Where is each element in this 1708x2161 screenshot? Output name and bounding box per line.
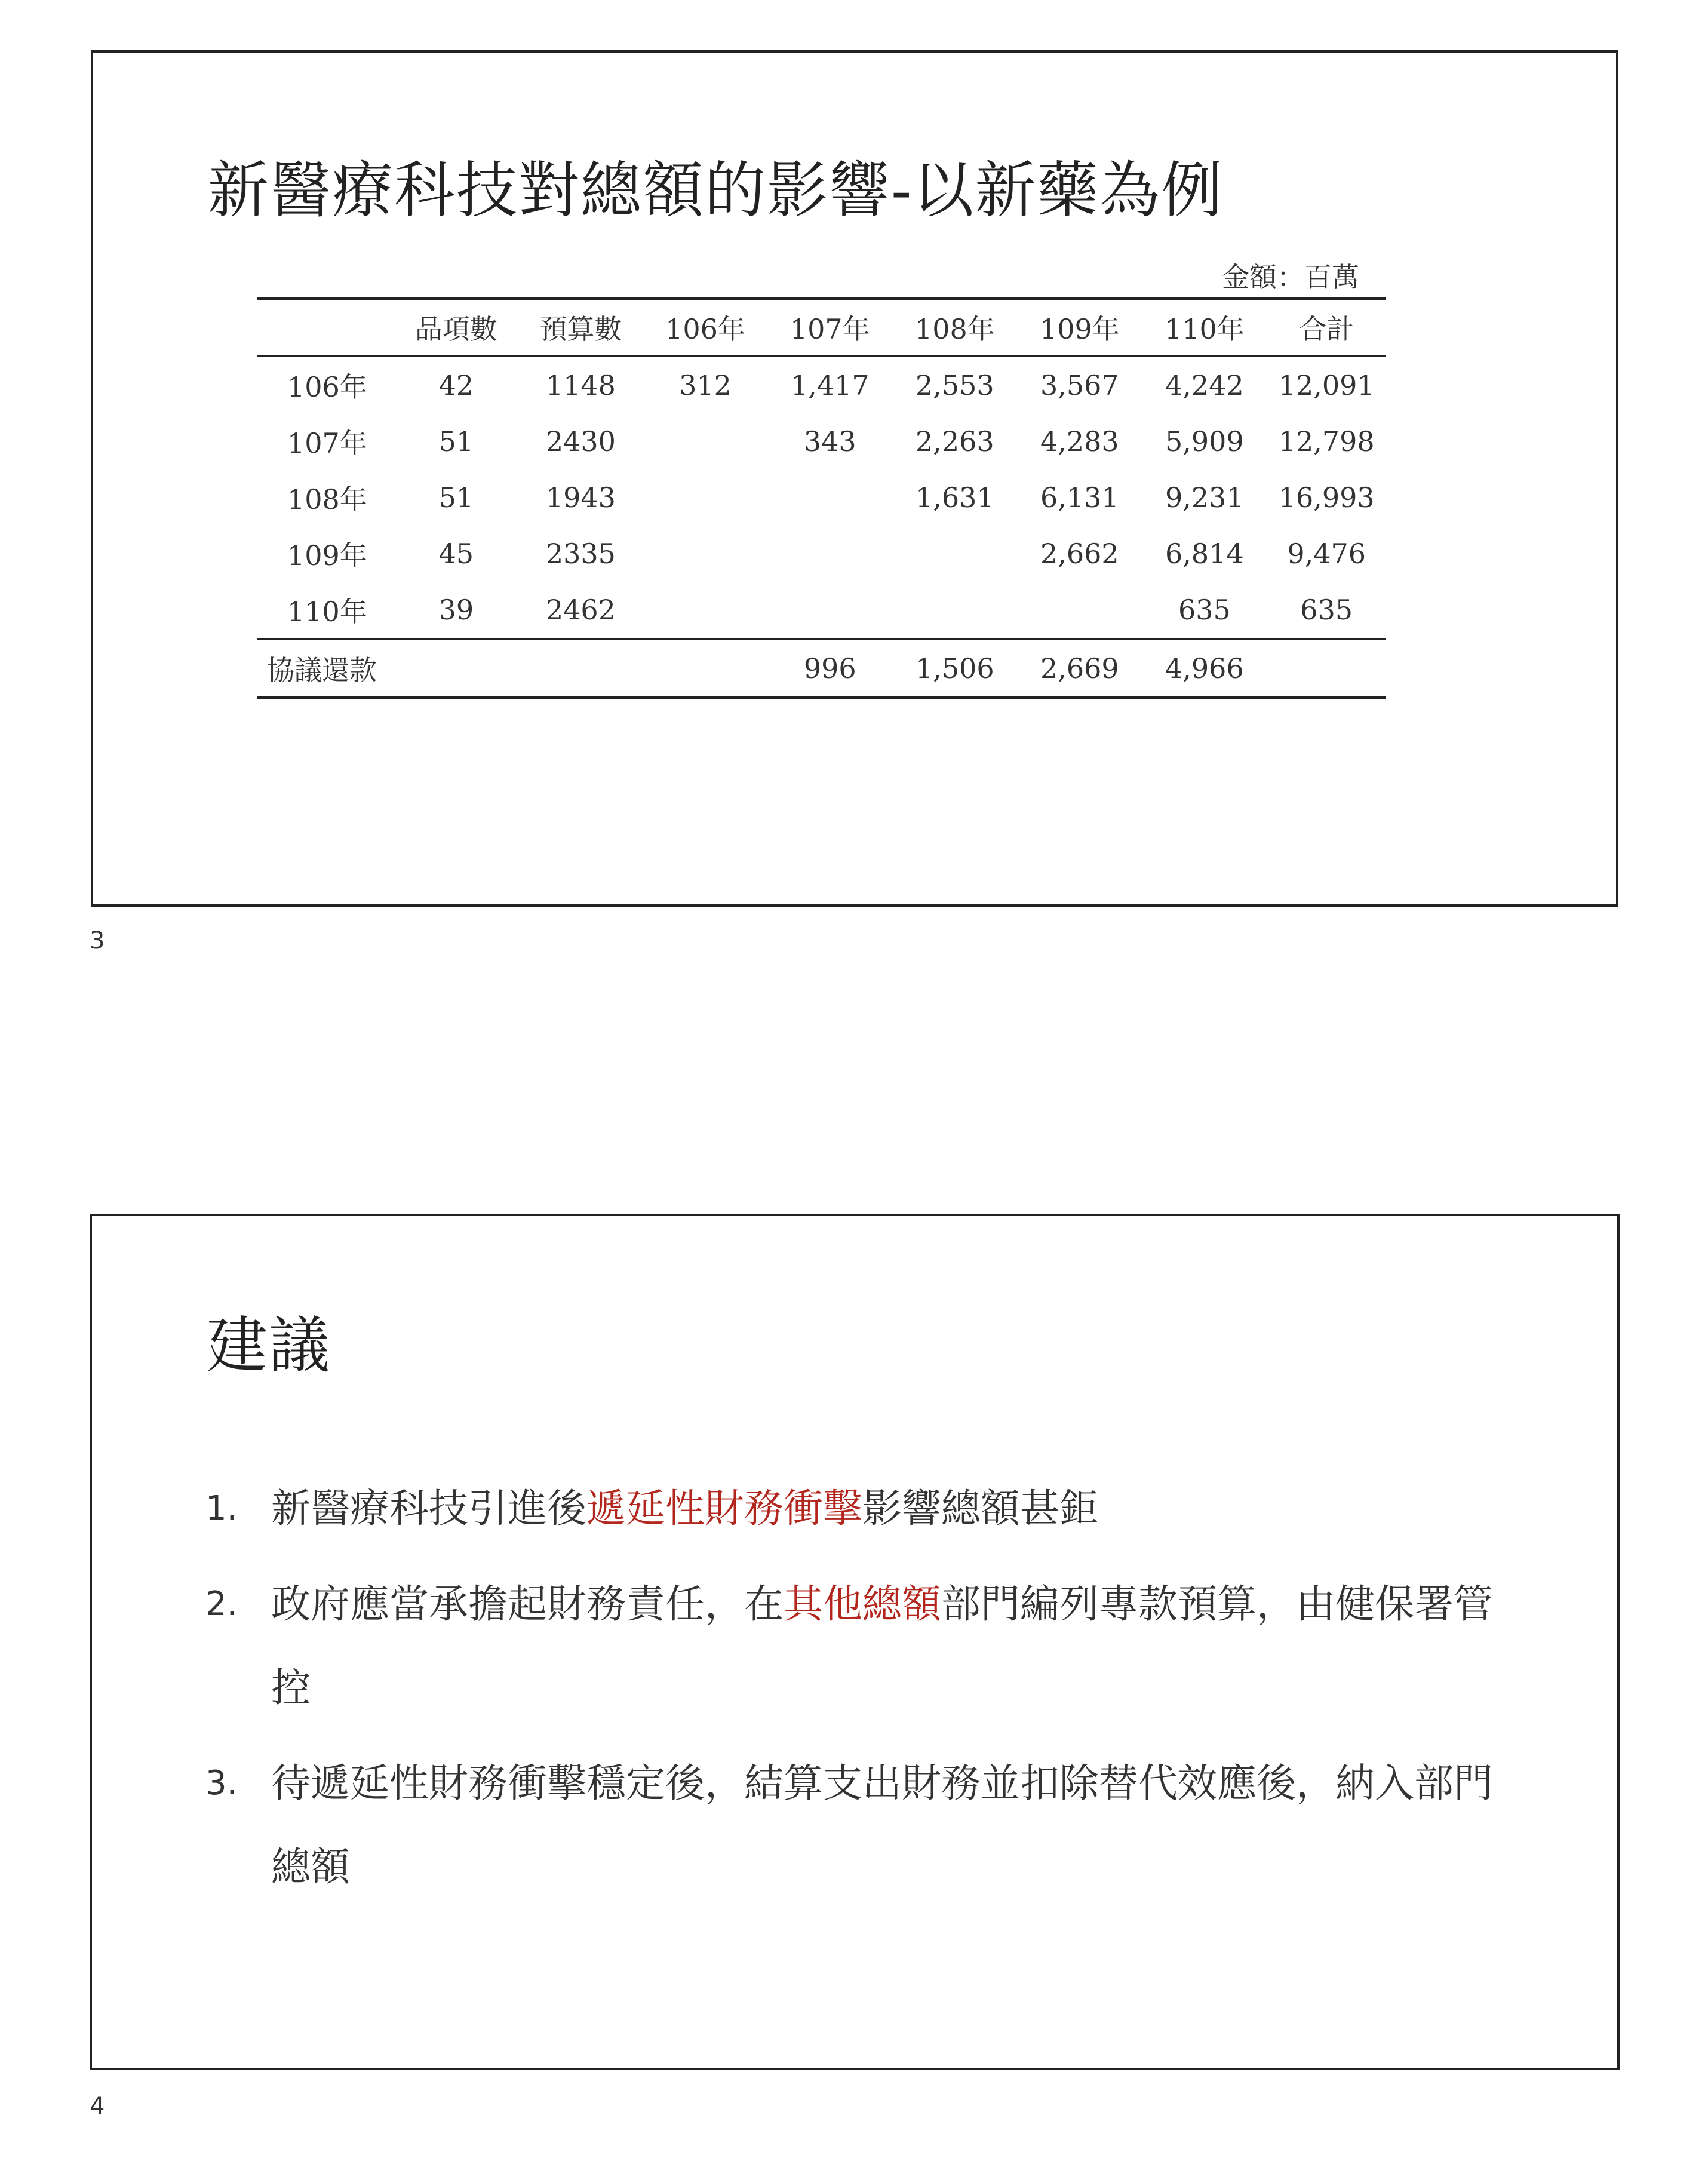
- row-label: 108年: [287, 483, 367, 515]
- table-cell: 996: [767, 639, 892, 698]
- table-cell: 1,417: [790, 369, 870, 401]
- table-cell: [643, 639, 767, 698]
- new-drug-budget-table: [257, 297, 1386, 699]
- table-cell: 2,669: [1017, 639, 1142, 698]
- table-row: [257, 413, 1386, 469]
- table-row: [257, 356, 1386, 413]
- item-text: 政府應當承擔起財務責任，在: [271, 1581, 784, 1627]
- table-cell: 4,242: [1165, 369, 1244, 401]
- table-cell: 2,662: [1040, 538, 1119, 570]
- row-label: 109年: [287, 539, 367, 572]
- table-cell: [643, 526, 767, 582]
- table-cell: 1148: [545, 369, 616, 401]
- row-label: 協議還款: [257, 639, 394, 698]
- table-row: [257, 582, 1386, 639]
- table-cell: [892, 582, 1017, 639]
- unit-label: 金額：百萬: [1222, 261, 1359, 293]
- table-cell: 2462: [545, 594, 616, 626]
- table-cell: 1,506: [892, 639, 1017, 698]
- table-cell: 1,631: [915, 481, 994, 514]
- page-number: 3: [90, 927, 105, 954]
- table-cell: 343: [803, 425, 856, 458]
- table-cell: 51: [438, 425, 474, 458]
- slide-4: [90, 1214, 1620, 2070]
- header-cell: 109年: [1017, 299, 1142, 356]
- header-cell: 預算數: [518, 299, 643, 356]
- table-cell: [518, 639, 643, 698]
- slide-title: 建議: [207, 1310, 331, 1382]
- table-cell: 312: [679, 369, 732, 401]
- table-cell: 2430: [545, 425, 616, 458]
- table-cell: 1943: [545, 481, 616, 514]
- table-cell: 635: [1300, 594, 1353, 626]
- header-cell: 106年: [643, 299, 767, 356]
- item-number: 1.: [205, 1489, 238, 1528]
- list-item: [205, 1467, 1519, 1551]
- summary-row: [257, 639, 1386, 698]
- row-label: 107年: [287, 427, 367, 459]
- table-row: [257, 469, 1386, 526]
- table-cell: 9,476: [1287, 538, 1366, 570]
- slide-title: 新醫療科技對總額的影響-以新藥為例: [208, 155, 1224, 226]
- table-cell: 635: [1178, 594, 1231, 626]
- highlight-text: 其他總額: [784, 1581, 941, 1627]
- table-cell: [767, 526, 892, 582]
- table-cell: 4,283: [1040, 425, 1119, 458]
- table-cell: [1017, 582, 1142, 639]
- item-text: 新醫療科技引進後: [271, 1485, 586, 1531]
- slide-3: [91, 50, 1618, 907]
- table-cell: 2,553: [915, 369, 994, 401]
- row-label: 110年: [287, 595, 367, 628]
- table-cell: 5,909: [1165, 425, 1244, 458]
- table-cell: 2,263: [915, 425, 994, 458]
- table-cell: [643, 413, 767, 469]
- table-cell: 12,091: [1278, 369, 1375, 401]
- table-cell: [892, 526, 1017, 582]
- table-cell: 4,966: [1142, 639, 1267, 698]
- table-cell: 45: [438, 538, 474, 570]
- header-cell: 108年: [892, 299, 1017, 356]
- header-cell: 110年: [1142, 299, 1267, 356]
- table-cell: [767, 469, 892, 526]
- item-number: 3.: [205, 1764, 238, 1803]
- highlight-text: 遞延性財務衝擊: [586, 1485, 862, 1531]
- table-cell: 9,231: [1165, 481, 1244, 514]
- table-row: [257, 526, 1386, 582]
- table-cell: 39: [438, 594, 474, 626]
- table-cell: [643, 469, 767, 526]
- table-cell: [1267, 639, 1386, 698]
- item-text: 部門編列專款預算，由健保署管控: [271, 1581, 1493, 1711]
- table-header-row: [257, 299, 1386, 356]
- table-cell: 51: [438, 481, 474, 514]
- table-cell: 6,814: [1165, 538, 1244, 570]
- table-cell: [767, 582, 892, 639]
- table-cell: 2335: [545, 538, 616, 570]
- suggestion-list: [205, 1467, 1519, 1921]
- header-cell: 合計: [1267, 299, 1386, 356]
- table-cell: 16,993: [1278, 481, 1375, 514]
- item-text: 影響總額甚鉅: [862, 1485, 1099, 1531]
- row-label: 106年: [287, 371, 367, 403]
- item-number: 2.: [205, 1585, 238, 1623]
- table-cell: [394, 639, 518, 698]
- header-cell: 品項數: [394, 299, 518, 356]
- list-item: [205, 1742, 1519, 1909]
- list-item: [205, 1563, 1519, 1730]
- header-cell: [257, 299, 394, 356]
- header-cell: 107年: [767, 299, 892, 356]
- item-text: 待遞延性財務衝擊穩定後，結算支出財務並扣除替代效應後，納入部門總額: [271, 1760, 1493, 1890]
- table-cell: 12,798: [1278, 425, 1375, 458]
- table-cell: 6,131: [1040, 481, 1119, 514]
- table-cell: [643, 582, 767, 639]
- table-cell: 3,567: [1040, 369, 1119, 401]
- table-cell: 42: [438, 369, 474, 401]
- page-number: 4: [90, 2093, 105, 2120]
